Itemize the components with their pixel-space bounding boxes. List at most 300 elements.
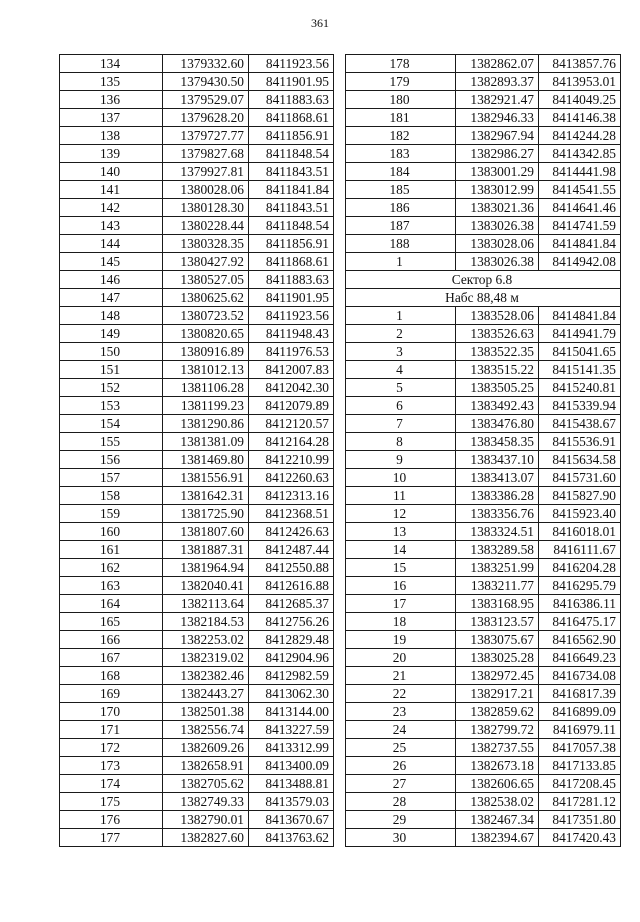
x-coordinate-cell: 1382921.47 <box>456 91 539 109</box>
y-coordinate-cell: 8411883.63 <box>249 91 334 109</box>
y-coordinate-cell: 8413857.76 <box>539 55 621 73</box>
y-coordinate-cell: 8413227.59 <box>249 721 334 739</box>
y-coordinate-cell: 8416295.79 <box>539 577 621 595</box>
x-coordinate-cell: 1380328.35 <box>163 235 249 253</box>
point-number-cell: 159 <box>60 505 163 523</box>
y-coordinate-cell: 8411848.54 <box>249 217 334 235</box>
point-number-cell: 171 <box>60 721 163 739</box>
table-row <box>60 433 334 451</box>
y-coordinate-cell: 8416386.11 <box>539 595 621 613</box>
x-coordinate-cell: 1382556.74 <box>163 721 249 739</box>
x-coordinate-cell: 1381964.94 <box>163 559 249 577</box>
y-coordinate-cell: 8414841.84 <box>539 235 621 253</box>
y-coordinate-cell: 8414641.46 <box>539 199 621 217</box>
point-number-cell: 19 <box>346 631 456 649</box>
x-coordinate-cell: 1381012.13 <box>163 361 249 379</box>
point-number-cell: 180 <box>346 91 456 109</box>
x-coordinate-cell: 1383522.35 <box>456 343 539 361</box>
table-row <box>346 487 621 505</box>
table-row <box>60 613 334 631</box>
point-number-cell: 28 <box>346 793 456 811</box>
x-coordinate-cell: 1383515.22 <box>456 361 539 379</box>
point-number-cell: 184 <box>346 163 456 181</box>
point-number-cell: 174 <box>60 775 163 793</box>
table-row <box>346 631 621 649</box>
table-row <box>346 415 621 433</box>
x-coordinate-cell: 1382972.45 <box>456 667 539 685</box>
table-row <box>346 181 621 199</box>
page-number: 361 <box>311 16 329 30</box>
point-number-cell: 12 <box>346 505 456 523</box>
y-coordinate-cell: 8413579.03 <box>249 793 334 811</box>
y-coordinate-cell: 8416018.01 <box>539 523 621 541</box>
y-coordinate-cell: 8411856.91 <box>249 127 334 145</box>
x-coordinate-cell: 1382917.21 <box>456 685 539 703</box>
x-coordinate-cell: 1379430.50 <box>163 73 249 91</box>
x-coordinate-cell: 1379529.07 <box>163 91 249 109</box>
x-coordinate-cell: 1381642.31 <box>163 487 249 505</box>
table-row <box>60 721 334 739</box>
y-coordinate-cell: 8414244.28 <box>539 127 621 145</box>
table-row <box>346 199 621 217</box>
y-coordinate-cell: 8417133.85 <box>539 757 621 775</box>
x-coordinate-cell: 1383075.67 <box>456 631 539 649</box>
x-coordinate-cell: 1381106.28 <box>163 379 249 397</box>
y-coordinate-cell: 8416899.09 <box>539 703 621 721</box>
table-row <box>60 235 334 253</box>
point-number-cell: 176 <box>60 811 163 829</box>
table-row <box>60 595 334 613</box>
x-coordinate-cell: 1382184.53 <box>163 613 249 631</box>
x-coordinate-cell: 1382790.01 <box>163 811 249 829</box>
x-coordinate-cell: 1383505.25 <box>456 379 539 397</box>
point-number-cell: 187 <box>346 217 456 235</box>
point-number-cell: 15 <box>346 559 456 577</box>
y-coordinate-cell: 8413953.01 <box>539 73 621 91</box>
coordinates-table-left <box>59 54 334 847</box>
table-row <box>60 685 334 703</box>
y-coordinate-cell: 8416204.28 <box>539 559 621 577</box>
table-row <box>60 631 334 649</box>
point-number-cell: 179 <box>346 73 456 91</box>
x-coordinate-cell: 1383528.06 <box>456 307 539 325</box>
point-number-cell: 13 <box>346 523 456 541</box>
point-number-cell: 177 <box>60 829 163 847</box>
y-coordinate-cell: 8416817.39 <box>539 685 621 703</box>
x-coordinate-cell: 1382443.27 <box>163 685 249 703</box>
point-number-cell: 134 <box>60 55 163 73</box>
x-coordinate-cell: 1383324.51 <box>456 523 539 541</box>
table-row <box>60 361 334 379</box>
point-number-cell: 136 <box>60 91 163 109</box>
x-coordinate-cell: 1382749.33 <box>163 793 249 811</box>
x-coordinate-cell: 1382113.64 <box>163 595 249 613</box>
x-coordinate-cell: 1383001.29 <box>456 163 539 181</box>
y-coordinate-cell: 8413763.62 <box>249 829 334 847</box>
point-number-cell: 142 <box>60 199 163 217</box>
x-coordinate-cell: 1379827.68 <box>163 145 249 163</box>
y-coordinate-cell: 8414441.98 <box>539 163 621 181</box>
point-number-cell: 5 <box>346 379 456 397</box>
y-coordinate-cell: 8411901.95 <box>249 73 334 91</box>
point-number-cell: 168 <box>60 667 163 685</box>
table-row <box>60 91 334 109</box>
x-coordinate-cell: 1380228.44 <box>163 217 249 235</box>
point-number-cell: 137 <box>60 109 163 127</box>
y-coordinate-cell: 8411923.56 <box>249 307 334 325</box>
y-coordinate-cell: 8416649.23 <box>539 649 621 667</box>
point-number-cell: 4 <box>346 361 456 379</box>
coordinates-table-right <box>345 54 621 847</box>
x-coordinate-cell: 1383386.28 <box>456 487 539 505</box>
x-coordinate-cell: 1383025.28 <box>456 649 539 667</box>
point-number-cell: 153 <box>60 397 163 415</box>
table-row <box>346 217 621 235</box>
point-number-cell: 185 <box>346 181 456 199</box>
table-row <box>60 739 334 757</box>
x-coordinate-cell: 1383028.06 <box>456 235 539 253</box>
x-coordinate-cell: 1382040.41 <box>163 577 249 595</box>
y-coordinate-cell: 8415041.65 <box>539 343 621 361</box>
point-number-cell: 157 <box>60 469 163 487</box>
point-number-cell: 7 <box>346 415 456 433</box>
table-row <box>346 253 621 271</box>
y-coordinate-cell: 8412550.88 <box>249 559 334 577</box>
section-subtitle-row <box>346 289 621 307</box>
x-coordinate-cell: 1383437.10 <box>456 451 539 469</box>
table-row <box>60 487 334 505</box>
y-coordinate-cell: 8417351.80 <box>539 811 621 829</box>
table-row <box>60 415 334 433</box>
x-coordinate-cell: 1379927.81 <box>163 163 249 181</box>
x-coordinate-cell: 1382859.62 <box>456 703 539 721</box>
y-coordinate-cell: 8413670.67 <box>249 811 334 829</box>
y-coordinate-cell: 8412368.51 <box>249 505 334 523</box>
point-number-cell: 188 <box>346 235 456 253</box>
table-row <box>346 55 621 73</box>
y-coordinate-cell: 8415536.91 <box>539 433 621 451</box>
point-number-cell: 18 <box>346 613 456 631</box>
point-number-cell: 145 <box>60 253 163 271</box>
point-number-cell: 26 <box>346 757 456 775</box>
x-coordinate-cell: 1382501.38 <box>163 703 249 721</box>
x-coordinate-cell: 1382986.27 <box>456 145 539 163</box>
table-row <box>346 775 621 793</box>
x-coordinate-cell: 1380527.05 <box>163 271 249 289</box>
x-coordinate-cell: 1382253.02 <box>163 631 249 649</box>
table-row <box>346 595 621 613</box>
x-coordinate-cell: 1382319.02 <box>163 649 249 667</box>
table-row <box>60 343 334 361</box>
point-number-cell: 23 <box>346 703 456 721</box>
y-coordinate-cell: 8413312.99 <box>249 739 334 757</box>
point-number-cell: 158 <box>60 487 163 505</box>
y-coordinate-cell: 8412260.63 <box>249 469 334 487</box>
table-row <box>60 559 334 577</box>
section-title: Сектор 6.8 <box>346 271 621 289</box>
y-coordinate-cell: 8417057.38 <box>539 739 621 757</box>
table-row <box>60 325 334 343</box>
point-number-cell: 169 <box>60 685 163 703</box>
point-number-cell: 144 <box>60 235 163 253</box>
x-coordinate-cell: 1381290.86 <box>163 415 249 433</box>
x-coordinate-cell: 1380427.92 <box>163 253 249 271</box>
y-coordinate-cell: 8412616.88 <box>249 577 334 595</box>
table-row <box>346 613 621 631</box>
table-row <box>346 235 621 253</box>
y-coordinate-cell: 8415827.90 <box>539 487 621 505</box>
x-coordinate-cell: 1379628.20 <box>163 109 249 127</box>
table-row <box>60 451 334 469</box>
point-number-cell: 150 <box>60 343 163 361</box>
table-row <box>346 721 621 739</box>
y-coordinate-cell: 8415240.81 <box>539 379 621 397</box>
point-number-cell: 17 <box>346 595 456 613</box>
table-row <box>60 217 334 235</box>
point-number-cell: 20 <box>346 649 456 667</box>
y-coordinate-cell: 8415339.94 <box>539 397 621 415</box>
y-coordinate-cell: 8411868.61 <box>249 109 334 127</box>
point-number-cell: 25 <box>346 739 456 757</box>
point-number-cell: 21 <box>346 667 456 685</box>
table-row <box>346 577 621 595</box>
x-coordinate-cell: 1380625.62 <box>163 289 249 307</box>
y-coordinate-cell: 8413144.00 <box>249 703 334 721</box>
y-coordinate-cell: 8412042.30 <box>249 379 334 397</box>
table-row <box>346 793 621 811</box>
x-coordinate-cell: 1380128.30 <box>163 199 249 217</box>
x-coordinate-cell: 1382606.65 <box>456 775 539 793</box>
table-row <box>60 397 334 415</box>
table-row <box>346 703 621 721</box>
point-number-cell: 148 <box>60 307 163 325</box>
point-number-cell: 3 <box>346 343 456 361</box>
table-row <box>346 469 621 487</box>
table-row <box>60 379 334 397</box>
point-number-cell: 162 <box>60 559 163 577</box>
table-row <box>60 109 334 127</box>
point-number-cell: 186 <box>346 199 456 217</box>
x-coordinate-cell: 1383476.80 <box>456 415 539 433</box>
y-coordinate-cell: 8415141.35 <box>539 361 621 379</box>
point-number-cell: 24 <box>346 721 456 739</box>
table-row <box>60 469 334 487</box>
point-number-cell: 166 <box>60 631 163 649</box>
x-coordinate-cell: 1383021.36 <box>456 199 539 217</box>
x-coordinate-cell: 1383123.57 <box>456 613 539 631</box>
y-coordinate-cell: 8412829.48 <box>249 631 334 649</box>
table-row <box>60 307 334 325</box>
table-row <box>60 271 334 289</box>
point-number-cell: 1 <box>346 307 456 325</box>
table-row <box>346 379 621 397</box>
y-coordinate-cell: 8412313.16 <box>249 487 334 505</box>
point-number-cell: 167 <box>60 649 163 667</box>
table-row <box>60 757 334 775</box>
table-row <box>60 667 334 685</box>
section-header-row <box>346 271 621 289</box>
y-coordinate-cell: 8412904.96 <box>249 649 334 667</box>
y-coordinate-cell: 8416979.11 <box>539 721 621 739</box>
table-row <box>346 829 621 847</box>
point-number-cell: 138 <box>60 127 163 145</box>
table-row <box>346 127 621 145</box>
table-row <box>60 775 334 793</box>
x-coordinate-cell: 1381887.31 <box>163 541 249 559</box>
x-coordinate-cell: 1383356.76 <box>456 505 539 523</box>
point-number-cell: 156 <box>60 451 163 469</box>
y-coordinate-cell: 8417208.45 <box>539 775 621 793</box>
y-coordinate-cell: 8412210.99 <box>249 451 334 469</box>
y-coordinate-cell: 8413488.81 <box>249 775 334 793</box>
x-coordinate-cell: 1382658.91 <box>163 757 249 775</box>
table-row <box>60 523 334 541</box>
point-number-cell: 170 <box>60 703 163 721</box>
point-number-cell: 149 <box>60 325 163 343</box>
y-coordinate-cell: 8411843.51 <box>249 163 334 181</box>
table-row <box>60 649 334 667</box>
point-number-cell: 160 <box>60 523 163 541</box>
table-row <box>60 55 334 73</box>
point-number-cell: 175 <box>60 793 163 811</box>
point-number-cell: 2 <box>346 325 456 343</box>
x-coordinate-cell: 1380723.52 <box>163 307 249 325</box>
table-row <box>60 181 334 199</box>
x-coordinate-cell: 1383251.99 <box>456 559 539 577</box>
y-coordinate-cell: 8412982.59 <box>249 667 334 685</box>
point-number-cell: 27 <box>346 775 456 793</box>
x-coordinate-cell: 1383026.38 <box>456 253 539 271</box>
table-row <box>346 667 621 685</box>
table-row <box>346 541 621 559</box>
point-number-cell: 181 <box>346 109 456 127</box>
x-coordinate-cell: 1382799.72 <box>456 721 539 739</box>
point-number-cell: 172 <box>60 739 163 757</box>
y-coordinate-cell: 8413400.09 <box>249 757 334 775</box>
table-row <box>346 361 621 379</box>
x-coordinate-cell: 1381381.09 <box>163 433 249 451</box>
table-row <box>346 649 621 667</box>
y-coordinate-cell: 8416111.67 <box>539 541 621 559</box>
x-coordinate-cell: 1382609.26 <box>163 739 249 757</box>
x-coordinate-cell: 1380820.65 <box>163 325 249 343</box>
table-row <box>346 505 621 523</box>
x-coordinate-cell: 1382673.18 <box>456 757 539 775</box>
table-row <box>60 703 334 721</box>
y-coordinate-cell: 8411901.95 <box>249 289 334 307</box>
x-coordinate-cell: 1381725.90 <box>163 505 249 523</box>
x-coordinate-cell: 1382538.02 <box>456 793 539 811</box>
y-coordinate-cell: 8415438.67 <box>539 415 621 433</box>
y-coordinate-cell: 8411868.61 <box>249 253 334 271</box>
point-number-cell: 183 <box>346 145 456 163</box>
point-number-cell: 6 <box>346 397 456 415</box>
y-coordinate-cell: 8415731.60 <box>539 469 621 487</box>
point-number-cell: 178 <box>346 55 456 73</box>
y-coordinate-cell: 8414342.85 <box>539 145 621 163</box>
table-row <box>60 289 334 307</box>
table-row <box>346 73 621 91</box>
table-row <box>60 541 334 559</box>
x-coordinate-cell: 1382827.60 <box>163 829 249 847</box>
table-row <box>60 199 334 217</box>
table-row <box>60 73 334 91</box>
point-number-cell: 139 <box>60 145 163 163</box>
y-coordinate-cell: 8412685.37 <box>249 595 334 613</box>
x-coordinate-cell: 1379727.77 <box>163 127 249 145</box>
x-coordinate-cell: 1381556.91 <box>163 469 249 487</box>
table-row <box>346 343 621 361</box>
point-number-cell: 141 <box>60 181 163 199</box>
x-coordinate-cell: 1379332.60 <box>163 55 249 73</box>
point-number-cell: 163 <box>60 577 163 595</box>
point-number-cell: 154 <box>60 415 163 433</box>
x-coordinate-cell: 1383526.63 <box>456 325 539 343</box>
point-number-cell: 147 <box>60 289 163 307</box>
x-coordinate-cell: 1382946.33 <box>456 109 539 127</box>
table-row <box>60 577 334 595</box>
table-row <box>60 145 334 163</box>
table-row <box>346 91 621 109</box>
y-coordinate-cell: 8411856.91 <box>249 235 334 253</box>
point-number-cell: 14 <box>346 541 456 559</box>
x-coordinate-cell: 1382382.46 <box>163 667 249 685</box>
x-coordinate-cell: 1382737.55 <box>456 739 539 757</box>
point-number-cell: 161 <box>60 541 163 559</box>
table-row <box>346 739 621 757</box>
x-coordinate-cell: 1383168.95 <box>456 595 539 613</box>
x-coordinate-cell: 1381807.60 <box>163 523 249 541</box>
y-coordinate-cell: 8414942.08 <box>539 253 621 271</box>
table-row <box>346 109 621 127</box>
y-coordinate-cell: 8411848.54 <box>249 145 334 163</box>
x-coordinate-cell: 1382893.37 <box>456 73 539 91</box>
point-number-cell: 146 <box>60 271 163 289</box>
x-coordinate-cell: 1382967.94 <box>456 127 539 145</box>
point-number-cell: 11 <box>346 487 456 505</box>
table-row <box>346 397 621 415</box>
table-row <box>346 433 621 451</box>
table-row <box>60 829 334 847</box>
table-row <box>60 793 334 811</box>
table-row <box>346 145 621 163</box>
y-coordinate-cell: 8414049.25 <box>539 91 621 109</box>
y-coordinate-cell: 8412079.89 <box>249 397 334 415</box>
point-number-cell: 143 <box>60 217 163 235</box>
x-coordinate-cell: 1383012.99 <box>456 181 539 199</box>
point-number-cell: 165 <box>60 613 163 631</box>
point-number-cell: 1 <box>346 253 456 271</box>
x-coordinate-cell: 1383026.38 <box>456 217 539 235</box>
y-coordinate-cell: 8416562.90 <box>539 631 621 649</box>
x-coordinate-cell: 1382705.62 <box>163 775 249 793</box>
point-number-cell: 10 <box>346 469 456 487</box>
table-row <box>346 685 621 703</box>
point-number-cell: 140 <box>60 163 163 181</box>
y-coordinate-cell: 8411841.84 <box>249 181 334 199</box>
x-coordinate-cell: 1380916.89 <box>163 343 249 361</box>
y-coordinate-cell: 8415923.40 <box>539 505 621 523</box>
table-row <box>60 127 334 145</box>
table-row <box>346 757 621 775</box>
y-coordinate-cell: 8411923.56 <box>249 55 334 73</box>
y-coordinate-cell: 8415634.58 <box>539 451 621 469</box>
y-coordinate-cell: 8417420.43 <box>539 829 621 847</box>
point-number-cell: 182 <box>346 127 456 145</box>
point-number-cell: 30 <box>346 829 456 847</box>
point-number-cell: 9 <box>346 451 456 469</box>
y-coordinate-cell: 8414541.55 <box>539 181 621 199</box>
